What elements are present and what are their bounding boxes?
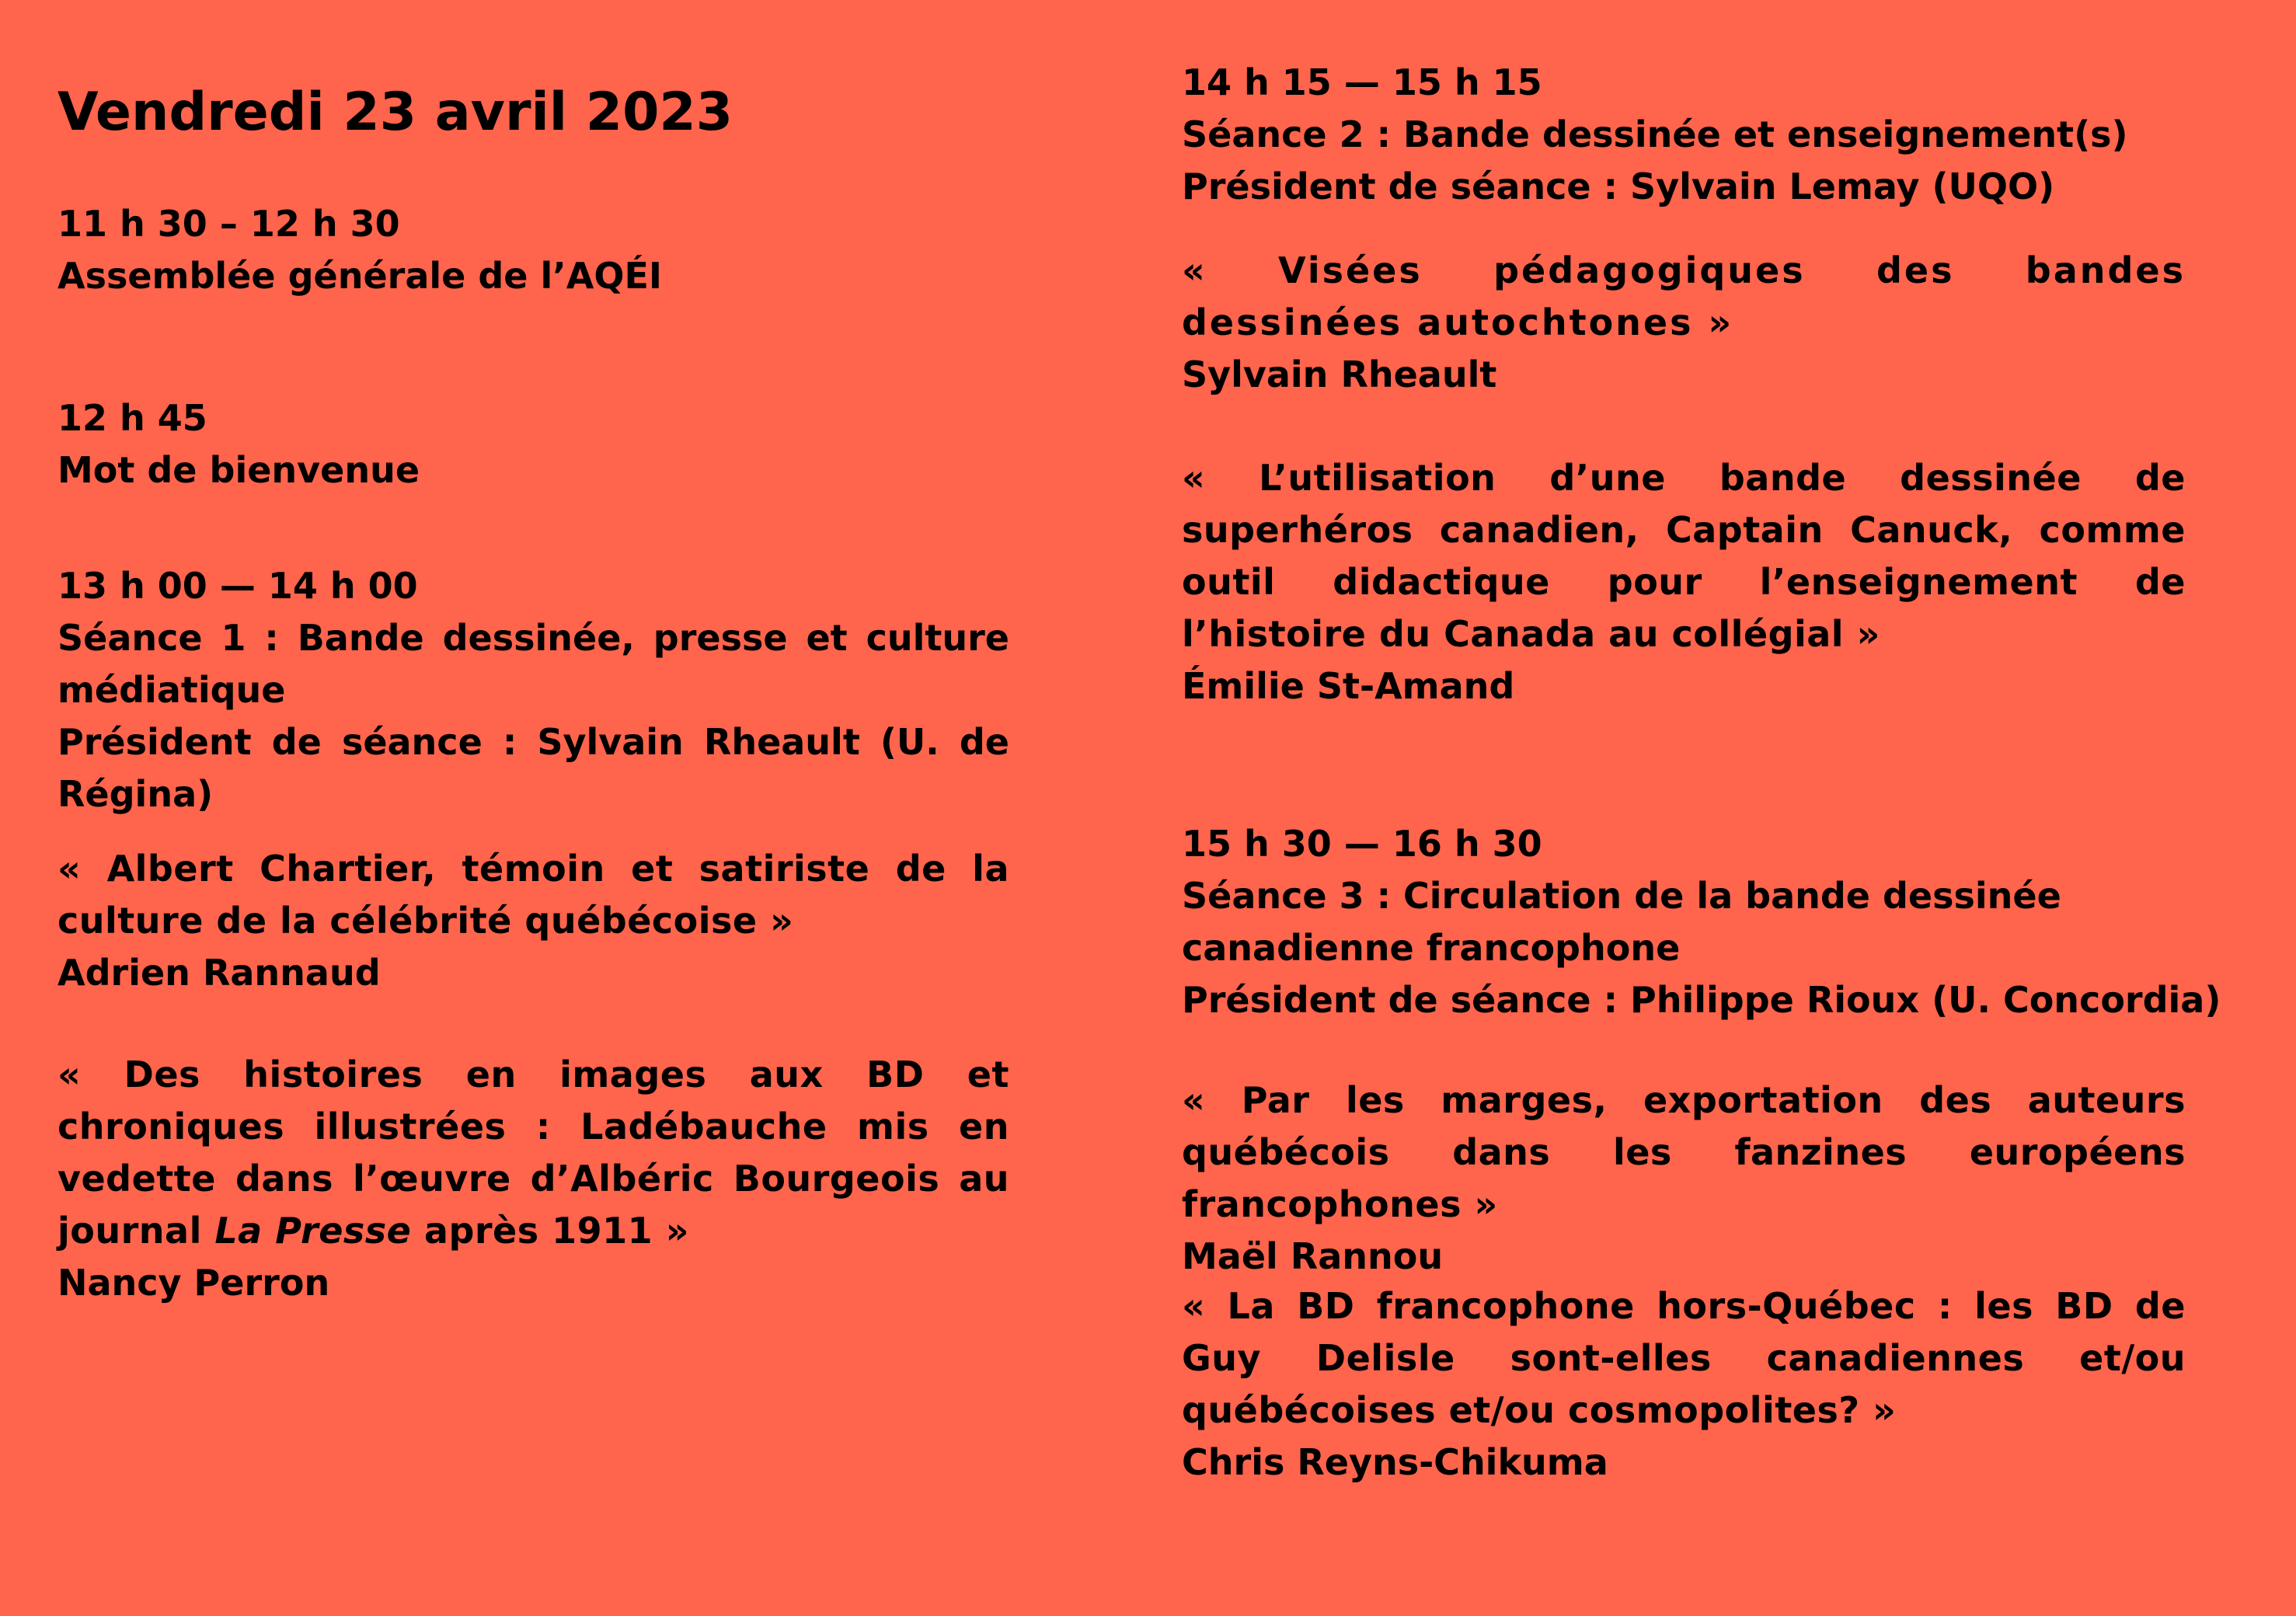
talk-author: Nancy Perron [57,1262,330,1304]
session-president: Président de séance : Philippe Rioux (U. Concordia) [1182,979,2221,1021]
session-title: Séance 1 : Bande dessinée, presse et culture médiatique [57,617,1009,711]
talk-delisle [1182,1280,2186,1489]
talk-author: Maël Rannou [1182,1235,1444,1277]
talk-title: « L’utilisation d’une bande dessinée de superhéros canadien, Captain Canuck, comme outil didactique pour l’enseignement de l’histoire du Canada au collégial » [1182,457,2186,655]
talk-author: Émilie St-Amand [1182,665,1515,707]
session-time: 14 h 15 — 15 h 15 [1182,61,1542,103]
session-label: Assemblée générale de l’AQÉI [57,255,663,297]
session-time: 12 h 45 [57,397,207,439]
talk-title: « Albert Chartier, témoin et satiriste de la culture de la célébrité québécoise » [57,848,1009,942]
session-title: Séance 2 : Bande dessinée et enseignement(s) [1182,113,2128,155]
page-title: Vendredi 23 avril 2023 [57,82,733,143]
session-title: Séance 3 : Circulation de la bande dessinée canadienne francophone [1182,875,2061,969]
talk-author: Sylvain Rheault [1182,354,1497,395]
talk-chartier [57,843,1009,999]
session-president: Président de séance : Sylvain Lemay (UQO) [1182,165,2055,207]
talk-title-text: « Des histoires en images aux BD et chroniques illustrées : Ladébauche mis en vedette dans l’œuvre d’Albéric Bourgeois au journal [57,1054,1009,1252]
talk-title: « Visées pédagogiques des bandes dessinées autochtones » [1182,249,2186,343]
talk-fanzines [1182,1074,2186,1283]
newspaper-name: La Presse [214,1210,412,1252]
session-time: 15 h 30 — 16 h 30 [1182,823,1542,865]
talk-title [57,1049,1009,1257]
session-president: Président de séance : Sylvain Rheault (U. de Régina) [57,721,1009,815]
session-2 [1182,57,2225,213]
talk-autochtones [1182,245,2186,401]
session-1 [57,560,1009,820]
talk-author: Adrien Rannaud [57,952,381,994]
session-time: 11 h 30 – 12 h 30 [57,203,400,245]
session-welcome [57,392,1009,496]
session-agm [57,198,1009,302]
session-3 [1182,818,2225,1026]
talk-title: « Par les marges, exportation des auteurs québécois dans les fanzines européens francophones » [1182,1079,2186,1225]
session-label: Mot de bienvenue [57,449,420,491]
talk-title-end: après 1911 » [411,1210,689,1252]
session-time: 13 h 00 — 14 h 00 [57,565,418,607]
talk-title: « La BD francophone hors-Québec : les BD de Guy Delisle sont-elles canadiennes et/ou québécoises et/ou cosmopolites? » [1182,1285,2186,1431]
talk-ladebauche [57,1049,1009,1309]
talk-captain-canuck [1182,452,2186,712]
talk-author: Chris Reyns-Chikuma [1182,1441,1608,1483]
